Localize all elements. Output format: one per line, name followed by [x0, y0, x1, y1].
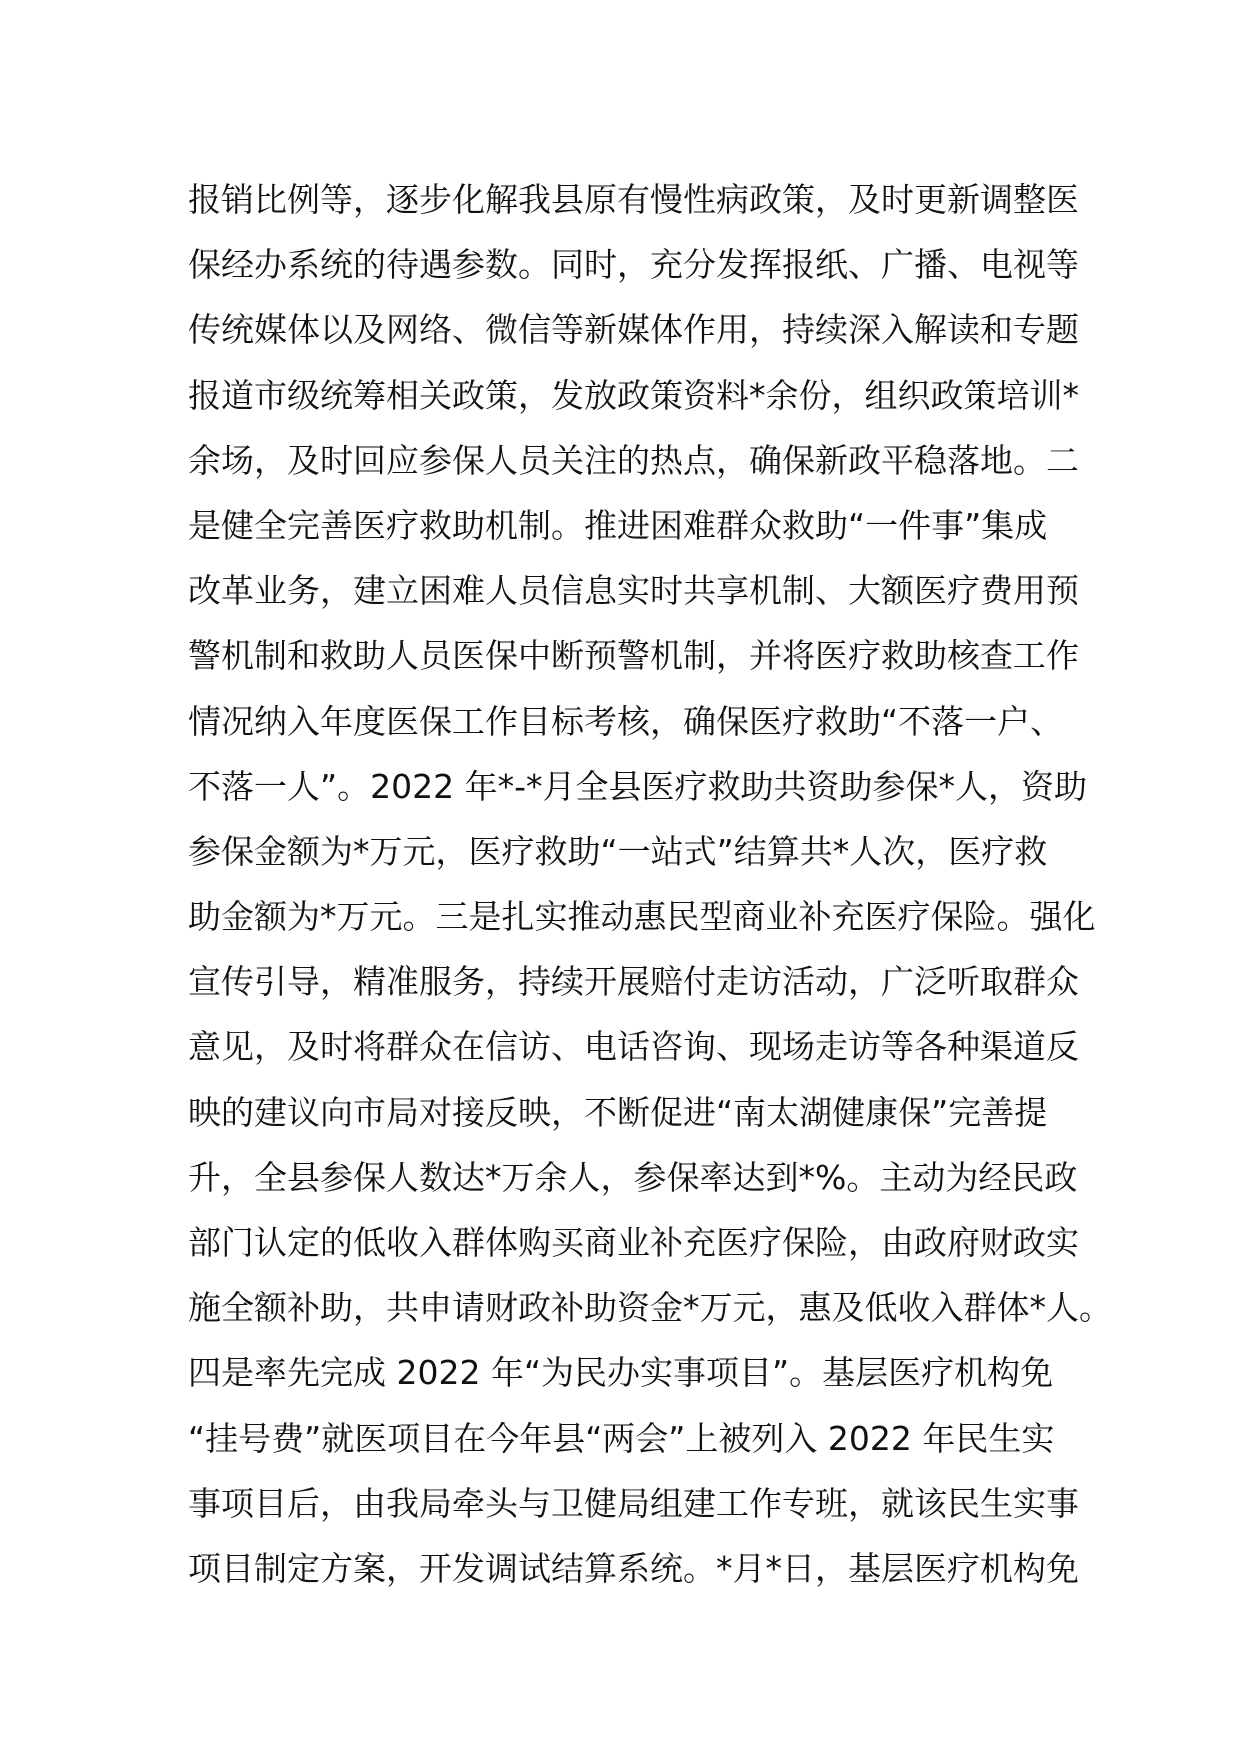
- text-line: 警机制和救助人员医保中断预警机制，并将医疗救助核查工作: [188, 636, 1079, 676]
- text-line: 参保金额为*万元，医疗救助“一站式”结算共*人次，医疗救: [188, 831, 1048, 871]
- text-line: 映的建议向市局对接反映，不断促进“南太湖健康保”完善提: [188, 1092, 1048, 1132]
- text-line: 不落一人”。2022 年*-*月全县医疗救助共资助参保*人，资助: [188, 766, 1087, 806]
- text-line: 事项目后，由我局牵头与卫健局组建工作专班，就该民生实事: [188, 1483, 1079, 1523]
- text-line: 报道市级统筹相关政策，发放政策资料*余份，组织政策培训*: [188, 375, 1079, 415]
- text-line: 余场，及时回应参保人员关注的热点，确保新政平稳落地。二: [188, 440, 1079, 480]
- text-line: 升，全县参保人数达*万余人，参保率达到*%。主动为经民政: [188, 1157, 1078, 1197]
- text-line: 施全额补助，共申请财政补助资金*万元，惠及低收入群体*人。: [188, 1288, 1112, 1328]
- text-line: 改革业务，建立困难人员信息实时共享机制、大额医疗费用预: [188, 571, 1079, 611]
- text-line: 项目制定方案，开发调试结算系统。*月*日，基层医疗机构免: [188, 1548, 1079, 1588]
- text-line: 情况纳入年度医保工作目标考核，确保医疗救助“不落一户、: [188, 701, 1064, 741]
- text-line: 四是率先完成 2022 年“为民办实事项目”。基层医疗机构免: [188, 1353, 1054, 1393]
- text-line: 保经办系统的待遇参数。同时，充分发挥报纸、广播、电视等: [188, 245, 1079, 285]
- text-line: 是健全完善医疗救助机制。推进困难群众救助“一件事”集成: [188, 505, 1048, 545]
- text-line: 报销比例等，逐步化解我县原有慢性病政策，及时更新调整医: [188, 180, 1079, 219]
- text-line: 传统媒体以及网络、微信等新媒体作用，持续深入解读和专题: [188, 310, 1079, 350]
- text-line: 部门认定的低收入群体购买商业补充医疗保险，由政府财政实: [188, 1223, 1079, 1262]
- text-line: 助金额为*万元。三是扎实推动惠民型商业补充医疗保险。强化: [188, 897, 1096, 937]
- text-line: 意见，及时将群众在信访、电话咨询、现场走访等各种渠道反: [188, 1027, 1079, 1067]
- text-line: “挂号费”就医项目在今年县“两会”上被列入 2022 年民生实: [188, 1418, 1055, 1458]
- body-text: [188, 167, 1112, 1601]
- text-line: 宣传引导，精准服务，持续开展赔付走访活动，广泛听取群众: [188, 962, 1079, 1002]
